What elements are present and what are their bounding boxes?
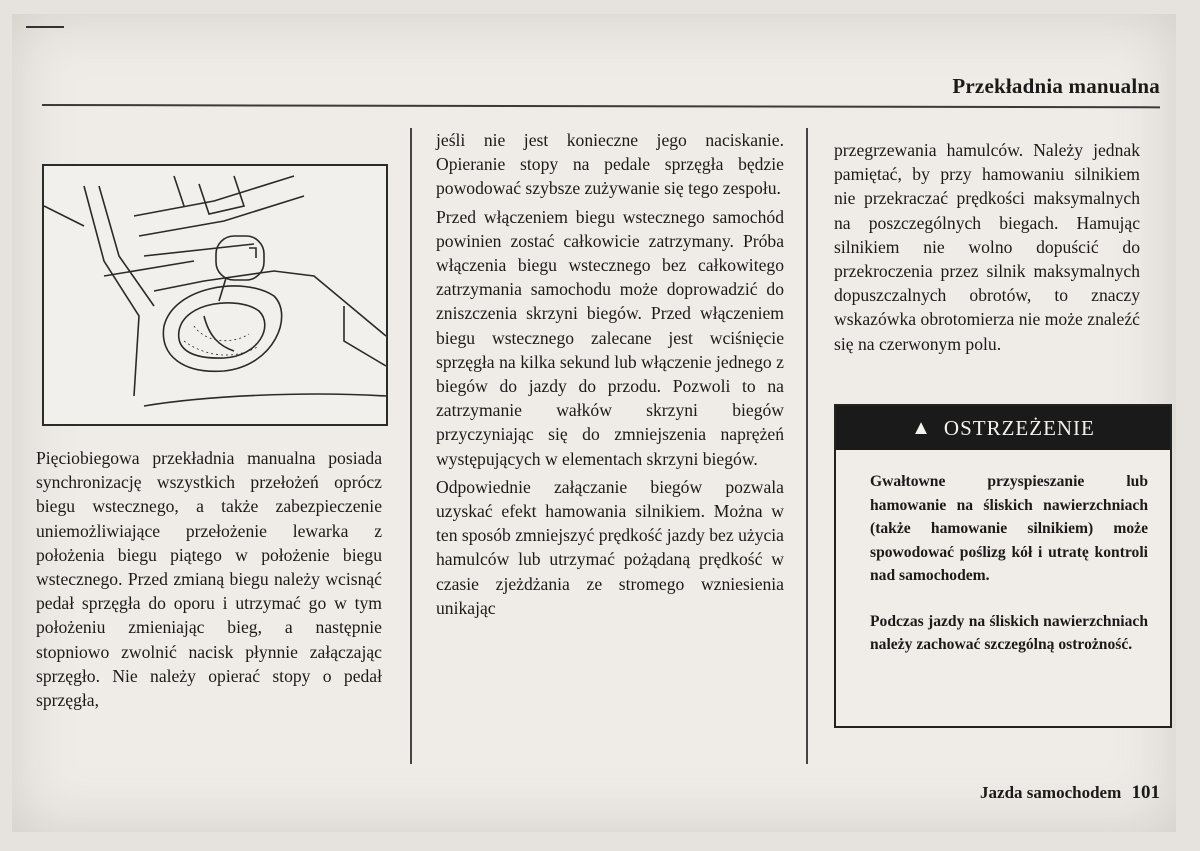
paragraph: przegrzewania hamulców. Należy jednak pamiętać, by przy hamowaniu silnikiem nie przekraczać prędkości maksymalnych na poszczególnych biegach. Hamując silnikiem nie wolno dopuścić do przekroczenia przez silnik maksymalnych dopuszczalnych obrotów, to znaczy wskazówka obrotomierza nie może znaleźć się na czerwonym polu. (834, 140, 1140, 354)
paragraph: Przed włączeniem biegu wstecznego samochód powinien zostać całkowicie zatrzymany. Próba włączenia biegu wstecznego bez całkowitego zatrzymania samochodu może doprowadzić do zniszczenia skrzyni biegów. Przed włączeniem biegu wstecznego zalecane jest wciśnięcie sprzęgła na kilka sekund lub włączenie jednego z biegów do jazdy do przodu. Pozwoli to na zatrzymanie wałków skrzyni biegów przyczyniając się do zmniejszenia naprężeń występujących w elementach skrzyni biegów. (436, 206, 784, 469)
warning-paragraph: Gwałtowne przyspieszanie lub hamowanie na śliskich nawierzchniach (także hamowanie silnikiem) może spowodować poślizg kół i utratę kontroli nad samochodem. (870, 473, 1148, 584)
column-divider-right (806, 128, 808, 764)
text-column-left (36, 446, 382, 716)
column-divider-left (410, 128, 412, 764)
warning-box (834, 404, 1172, 728)
text-column-middle (436, 128, 784, 624)
paragraph: jeśli nie jest konieczne jego naciskanie. Opieranie stopy na pedale sprzęgła będzie powodować szybsze zużywanie się tego zespołu. (436, 130, 784, 199)
paragraph: Odpowiednie załączanie biegów pozwala uzyskać efekt hamowania silnikiem. Można w ten sposób zmniejszyć prędkość jazdy bez użycia hamulców lub utrzymać pożądaną prędkość w czasie zjeżdżania ze stromego wzniesienia unikając (436, 476, 784, 618)
warning-header (836, 406, 1170, 450)
section-title: Przekładnia manualna (952, 74, 1160, 98)
edge-mark (26, 26, 64, 28)
warning-body (836, 450, 1170, 657)
gear-shift-lever-illustration (44, 166, 386, 424)
page-footer (980, 782, 1160, 804)
paragraph: Pięciobiegowa przekładnia manualna posiada synchronizację wszystkich przełożeń oprócz biegu wstecznego, a także zabezpieczenie uniemożliwiające przełożenie lewarka z położenia biegu piątego w położenie biegu wstecznego. Przed zmianą biegu należy wcisnąć pedał sprzęgła do oporu i utrzymać go w tym położeniu zmieniając bieg, a następnie stopniowo zwolnić nacisk płynnie załączając sprzęgło. Nie należy opierać stopy o pedał sprzęgła, (36, 448, 382, 711)
warning-triangle-icon: ▲ (911, 416, 932, 439)
warning-paragraph: Podczas jazdy na śliskich nawierzchniach należy zachować szczególną ostrożność. (870, 612, 1148, 653)
warning-title: OSTRZEŻENIE (943, 415, 1095, 440)
chapter-name: Jazda samochodem (980, 783, 1122, 802)
page-number: 101 (1131, 782, 1160, 803)
text-column-right (834, 138, 1140, 360)
gear-shift-illustration (42, 164, 388, 426)
